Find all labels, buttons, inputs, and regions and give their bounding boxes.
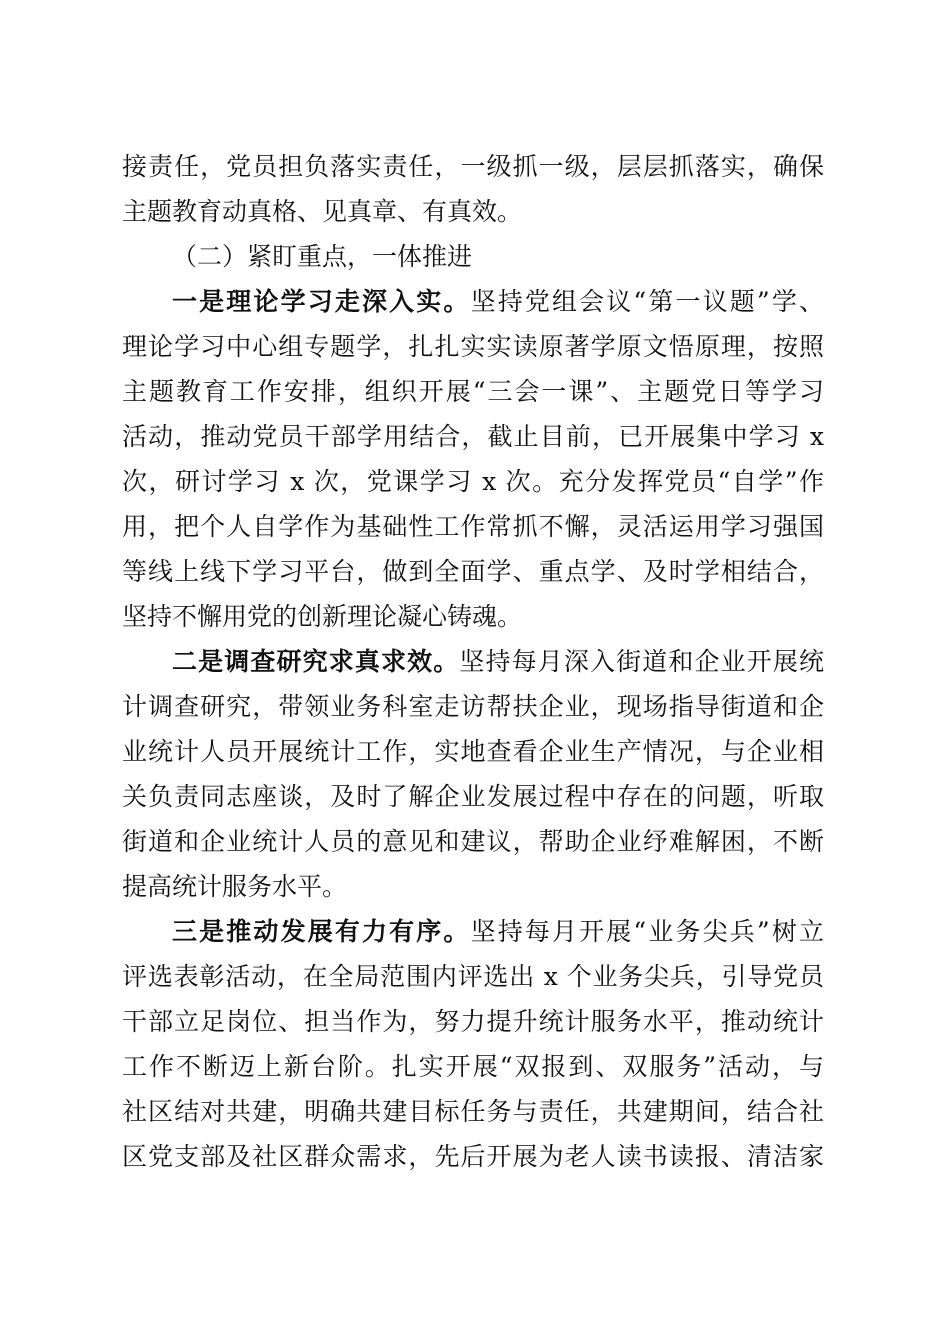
text-line: 理论学习中心组专题学，扎扎实实读原著学原文悟原理，按照 [122, 332, 824, 361]
paragraph-lead: 三是推动发展有力有序。 [172, 917, 471, 946]
text-line [122, 909, 824, 954]
paragraph-theory-study [122, 279, 824, 639]
text-line: 等线上线下学习平台，做到全面学、重点学、及时学相结合， [122, 557, 824, 586]
text-line: 工作不断迈上新台阶。扎实开展“双报到、双服务”活动，与 [122, 1052, 824, 1081]
text-line: 区党支部及社区群众需求，先后开展为老人读书读报、清洁家 [122, 1142, 824, 1171]
text-line: 关负责同志座谈，及时了解企业发展过程中存在的问题，听取 [122, 782, 824, 811]
text-line: 社区结对共建，明确共建目标任务与责任，共建期间，结合社 [122, 1097, 824, 1126]
text-segment: 坚持每月深入街道和企业开展统 [459, 647, 824, 676]
paragraph-research [122, 639, 824, 909]
text-line: 主题教育动真格、见真章、有真效。 [122, 197, 523, 226]
text-line: 干部立足岗位、担当作为，努力提升统计服务水平，推动统计 [122, 1007, 824, 1036]
text-line: 提高统计服务水平。 [122, 872, 348, 901]
paragraph-continuation [122, 144, 824, 234]
text-line: 计调查研究，带领业务科室走访帮扶企业，现场指导街道和企 [122, 692, 824, 721]
text-line: 业统计人员开展统计工作，实地查看企业生产情况，与企业相 [122, 737, 824, 766]
text-line: 坚持不懈用党的创新理论凝心铸魂。 [122, 602, 523, 631]
text-line: 主题教育工作安排，组织开展“三会一课”、主题党日等学习 [122, 377, 824, 406]
section-heading: （二）紧盯重点，一体推进 [172, 242, 473, 271]
text-line: 街道和企业统计人员的意见和建议，帮助企业纾难解困，不断 [122, 827, 824, 856]
text-segment: 坚持每月开展“业务尖兵”树立 [470, 917, 824, 946]
document-body [122, 144, 824, 1179]
text-line [122, 639, 824, 684]
text-line: 接责任，党员担负落实责任，一级抓一级，层层抓落实，确保 [122, 152, 824, 181]
text-line: 用，把个人自学作为基础性工作常抓不懈，灵活运用学习强国 [122, 512, 824, 541]
text-line: 活动，推动党员干部学用结合，截止目前，已开展集中学习 x [122, 422, 824, 451]
paragraph-lead: 二是调查研究求真求效。 [172, 647, 460, 676]
paragraph-lead: 一是理论学习走深入实。 [172, 287, 471, 316]
text-line [122, 279, 824, 324]
paragraph-development [122, 909, 824, 1179]
text-line: 次，研讨学习 x 次，党课学习 x 次。充分发挥党员“自学”作 [122, 467, 824, 496]
text-line: 评选表彰活动，在全局范围内评选出 x 个业务尖兵，引导党员 [122, 962, 824, 991]
text-segment: 坚持党组会议“第一议题”学、 [470, 287, 824, 316]
